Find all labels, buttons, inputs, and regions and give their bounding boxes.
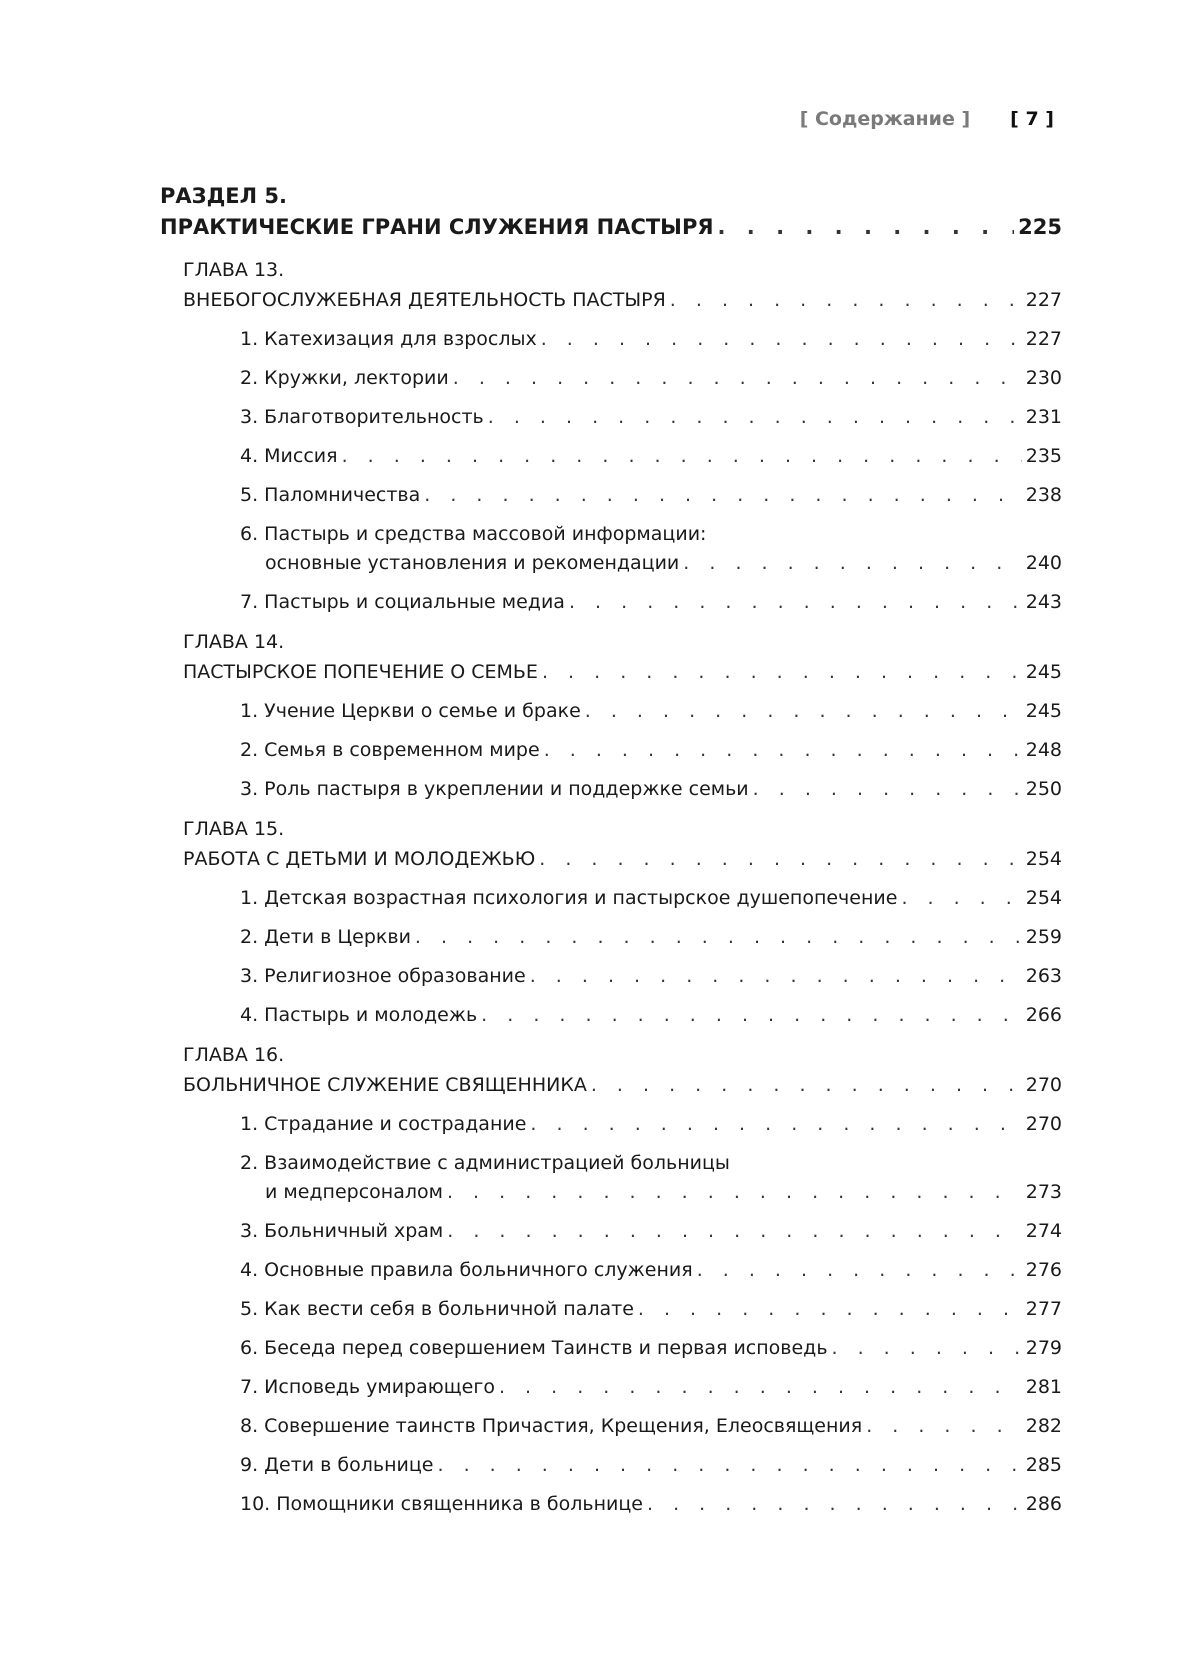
item-title: 2. Взаимодействие с администрацией больницы [240, 1152, 730, 1174]
toc-item[interactable] [240, 736, 1062, 765]
item-title: 6. Пастырь и средства массовой информации: [240, 523, 707, 545]
dot-leader [499, 1373, 1022, 1402]
item-page: 238 [1025, 484, 1062, 506]
toc-row [240, 549, 1062, 578]
toc-item[interactable] [240, 884, 1062, 913]
chapter-page: 245 [1025, 661, 1062, 683]
item-title: 3. Благотворительность [240, 406, 484, 428]
toc-section[interactable] [160, 180, 1062, 242]
item-title: 1. Страдание и сострадание [240, 1113, 527, 1135]
item-title: 1. Учение Церкви о семье и браке [240, 700, 581, 722]
dot-leader [683, 549, 1021, 578]
toc-row [240, 775, 1062, 804]
dot-leader [832, 1334, 1022, 1363]
section-page: 225 [1018, 215, 1062, 239]
item-page: 248 [1025, 739, 1062, 761]
toc-item[interactable] [240, 520, 1062, 578]
chapter-page: 254 [1025, 848, 1062, 870]
item-page: 277 [1025, 1298, 1062, 1320]
dot-leader [542, 657, 1022, 687]
toc-item[interactable] [240, 1001, 1062, 1030]
dot-leader [569, 588, 1022, 617]
dot-leader [670, 285, 1022, 315]
toc-row [240, 1217, 1062, 1246]
dot-leader [453, 364, 1022, 393]
item-title: 4. Пастырь и молодежь [240, 1004, 478, 1026]
item-page: 286 [1025, 1493, 1062, 1515]
toc-row [183, 1070, 1062, 1100]
toc-item[interactable] [240, 1490, 1062, 1519]
toc-item[interactable] [240, 1373, 1062, 1402]
chapter-page: 270 [1025, 1074, 1062, 1096]
chapter-page: 227 [1025, 289, 1062, 311]
toc-row [240, 923, 1062, 952]
toc-row [240, 403, 1062, 432]
chapter-title: РАБОТА С ДЕТЬМИ И МОЛОДЕЖЬЮ [183, 848, 536, 870]
toc-row [240, 1110, 1062, 1139]
toc-row [240, 588, 1062, 617]
item-title: 6. Беседа перед совершением Таинств и первая исповедь [240, 1337, 828, 1359]
dot-leader [530, 962, 1022, 991]
item-page: 281 [1025, 1376, 1062, 1398]
chapter-number: ГЛАВА 15. [183, 818, 285, 840]
toc-row [240, 962, 1062, 991]
toc-item[interactable] [240, 481, 1062, 510]
page-number: [ 7 ] [1010, 108, 1054, 130]
toc-item[interactable] [240, 775, 1062, 804]
item-page: 227 [1025, 328, 1062, 350]
dot-leader [585, 697, 1022, 726]
toc-item[interactable] [240, 962, 1062, 991]
table-of-contents [160, 180, 1062, 1529]
chapter-number: ГЛАВА 14. [183, 631, 285, 653]
dot-leader [447, 1178, 1022, 1207]
item-title: 3. Роль пастыря в укреплении и поддержке семьи [240, 778, 749, 800]
section-title: ПРАКТИЧЕСКИЕ ГРАНИ СЛУЖЕНИЯ ПАСТЫРЯ [160, 215, 714, 239]
chapter-title: ПАСТЫРСКОЕ ПОПЕЧЕНИЕ О СЕМЬЕ [183, 661, 538, 683]
dot-leader [544, 736, 1022, 765]
toc-row [240, 736, 1062, 765]
dot-leader [437, 1451, 1021, 1480]
dot-leader [541, 325, 1022, 354]
dot-leader [591, 1070, 1022, 1100]
item-title: 5. Как вести себя в больничной палате [240, 1298, 634, 1320]
item-title-continued: основные установления и рекомендации [265, 552, 680, 574]
dot-leader [530, 1110, 1021, 1139]
toc-row [240, 884, 1062, 913]
toc-item[interactable] [240, 1149, 1062, 1207]
toc-item[interactable] [240, 403, 1062, 432]
toc-row [240, 1373, 1062, 1402]
toc-item[interactable] [240, 1217, 1062, 1246]
chapter-title: БОЛЬНИЧНОЕ СЛУЖЕНИЕ СВЯЩЕННИКА [183, 1074, 587, 1096]
dot-leader [539, 844, 1022, 874]
toc-row [240, 1334, 1062, 1363]
item-page: 235 [1025, 445, 1062, 467]
toc-row [240, 1490, 1062, 1519]
item-page: 259 [1025, 926, 1062, 948]
item-page: 276 [1025, 1259, 1062, 1281]
item-page: 245 [1025, 700, 1062, 722]
item-title: 1. Катехизация для взрослых [240, 328, 537, 350]
toc-chapter[interactable] [183, 627, 1062, 687]
toc-row [240, 1295, 1062, 1324]
toc-row [183, 844, 1062, 874]
item-title: 2. Семья в современном мире [240, 739, 540, 761]
toc-item[interactable] [240, 1295, 1062, 1324]
toc-item[interactable] [240, 1451, 1062, 1480]
toc-row [240, 325, 1062, 354]
item-title: 9. Дети в больнице [240, 1454, 434, 1476]
toc-item[interactable] [240, 1110, 1062, 1139]
item-page: 273 [1025, 1181, 1062, 1203]
item-title: 3. Религиозное образование [240, 965, 526, 987]
toc-row [240, 1451, 1062, 1480]
item-page: 266 [1025, 1004, 1062, 1026]
toc-item[interactable] [240, 1334, 1062, 1363]
item-title: 5. Паломничества [240, 484, 421, 506]
running-header-section: [ Содержание ] [799, 108, 971, 130]
item-title: 8. Совершение таинств Причастия, Крещения, Елеосвящения [240, 1415, 863, 1437]
section-title-row [160, 212, 1062, 242]
item-page: 230 [1025, 367, 1062, 389]
chapter-title: ВНЕБОГОСЛУЖЕБНАЯ ДЕЯТЕЛЬНОСТЬ ПАСТЫРЯ [183, 289, 666, 311]
dot-leader [718, 212, 1015, 242]
toc-item[interactable] [240, 1412, 1062, 1441]
item-title-continued: и медперсоналом [265, 1181, 443, 1203]
item-page: 250 [1025, 778, 1062, 800]
toc-item[interactable] [240, 1256, 1062, 1285]
section-number: РАЗДЕЛ 5. [160, 184, 287, 208]
item-title: 10. Помощники священника в больнице [240, 1493, 643, 1515]
toc-row [240, 1256, 1062, 1285]
toc-row [183, 285, 1062, 315]
item-page: 240 [1025, 552, 1062, 574]
dot-leader [697, 1256, 1022, 1285]
item-title: 2. Дети в Церкви [240, 926, 411, 948]
dot-leader [488, 403, 1022, 432]
item-page: 279 [1025, 1337, 1062, 1359]
item-title: 7. Пастырь и социальные медиа [240, 591, 565, 613]
item-page: 263 [1025, 965, 1062, 987]
toc-row [240, 481, 1062, 510]
item-page: 274 [1025, 1220, 1062, 1242]
toc-item[interactable] [240, 588, 1062, 617]
dot-leader [901, 884, 1021, 913]
dot-leader [415, 923, 1022, 952]
toc-row [240, 697, 1062, 726]
chapter-number: ГЛАВА 13. [183, 259, 285, 281]
item-page: 270 [1025, 1113, 1062, 1135]
item-page: 243 [1025, 591, 1062, 613]
dot-leader [647, 1490, 1022, 1519]
toc-row [240, 364, 1062, 393]
toc-item[interactable] [240, 325, 1062, 354]
item-title: 1. Детская возрастная психология и пастырское душепопечение [240, 887, 898, 909]
toc-row [240, 1178, 1062, 1207]
running-header [800, 108, 1054, 130]
chapter-list [160, 255, 1062, 1519]
dot-leader [753, 775, 1022, 804]
toc-item[interactable] [240, 442, 1062, 471]
toc-row [240, 1412, 1062, 1441]
dot-leader [481, 1001, 1022, 1030]
toc-row [183, 657, 1062, 687]
toc-item[interactable] [240, 364, 1062, 393]
toc-chapter[interactable] [183, 255, 1062, 315]
item-title: 4. Миссия [240, 445, 338, 467]
dot-leader [424, 481, 1021, 510]
chapter-number: ГЛАВА 16. [183, 1044, 285, 1066]
toc-item[interactable] [240, 923, 1062, 952]
item-page: 254 [1025, 887, 1062, 909]
toc-row [240, 1001, 1062, 1030]
item-title: 7. Исповедь умирающего [240, 1376, 495, 1398]
item-title: 4. Основные правила больничного служения [240, 1259, 693, 1281]
item-page: 231 [1025, 406, 1062, 428]
dot-leader [638, 1295, 1022, 1324]
item-title: 3. Больничный храм [240, 1220, 444, 1242]
toc-row [240, 442, 1062, 471]
toc-chapter[interactable] [183, 1040, 1062, 1100]
item-title: 2. Кружки, лектории [240, 367, 449, 389]
toc-item[interactable] [240, 697, 1062, 726]
dot-leader [342, 442, 1022, 471]
item-page: 282 [1025, 1415, 1062, 1437]
toc-chapter[interactable] [183, 814, 1062, 874]
dot-leader [866, 1412, 1022, 1441]
item-page: 285 [1025, 1454, 1062, 1476]
dot-leader [447, 1217, 1021, 1246]
